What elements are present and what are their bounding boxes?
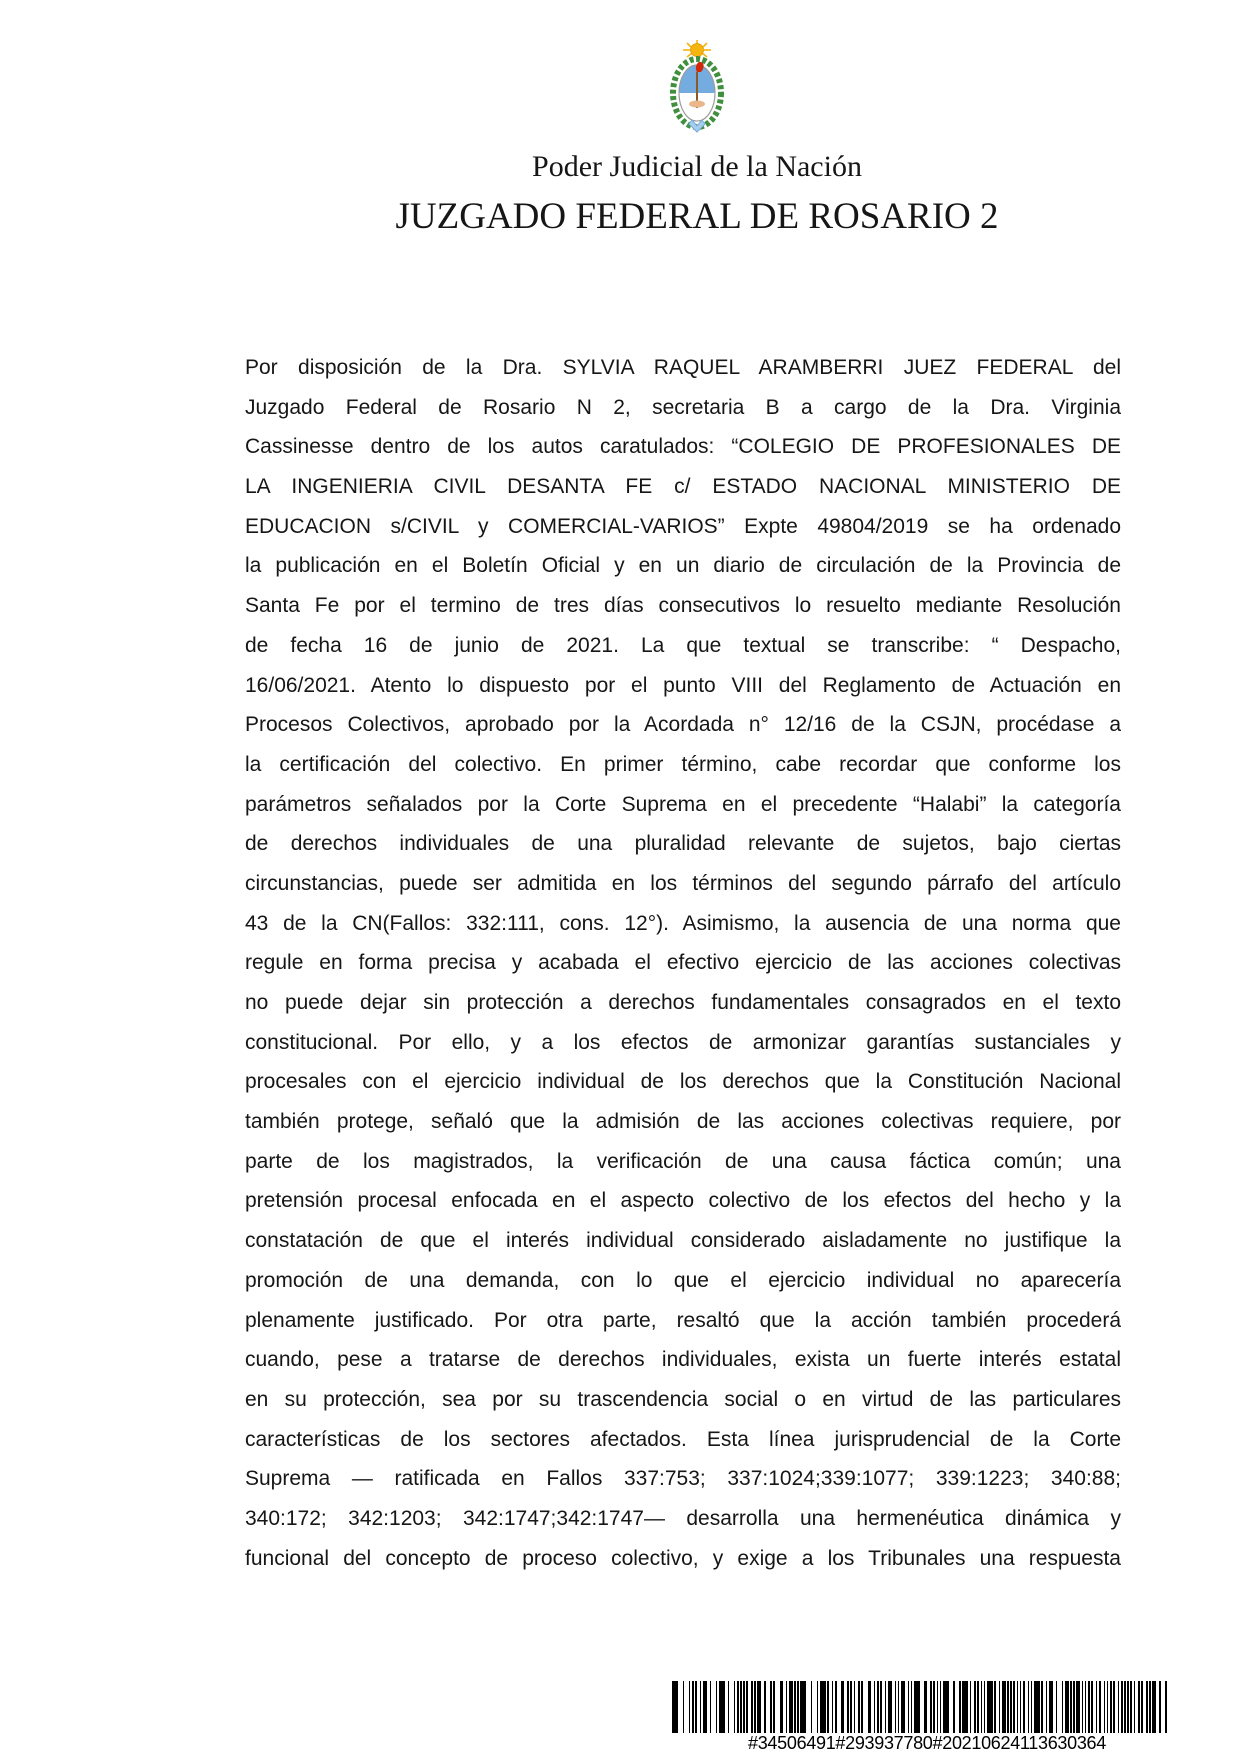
text-line: parámetros señalados por la Corte Suprema en el precedente “Halabi” la categoría	[245, 792, 1121, 816]
text-line: la certificación del colectivo. En primer término, cabe recordar que conforme los	[245, 752, 1121, 776]
text-line: Cassinesse dentro de los autos caratulados: “COLEGIO DE PROFESIONALES DE	[245, 435, 1121, 459]
text-line: Santa Fe por el termino de tres días consecutivos lo resuelto mediante Resolución	[245, 594, 1121, 618]
text-line: la publicación en el Boletín Oficial y en un diario de circulación de la Provincia de	[245, 554, 1121, 578]
text-line: en su protección, sea por su trascendencia social o en virtud de las particulares	[245, 1387, 1121, 1411]
text-line: de fecha 16 de junio de 2021. La que textual se transcribe: “ Despacho,	[245, 633, 1121, 657]
text-line: procesales con el ejercicio individual de los derechos que la Constitución Nacional	[245, 1070, 1121, 1094]
text-line: constitucional. Por ello, y a los efectos de armonizar garantías sustanciales y	[245, 1030, 1121, 1054]
text-line: también protege, señaló que la admisión de las acciones colectivas requiere, por	[245, 1110, 1121, 1134]
text-line: Procesos Colectivos, aprobado por la Acordada n° 12/16 de la CSJN, procédase a	[245, 713, 1121, 737]
text-line: promoción de una demanda, con lo que el ejercicio individual no aparecería	[245, 1268, 1121, 1292]
court-title: JUZGADO FEDERAL DE ROSARIO 2	[395, 196, 999, 237]
text-line: parte de los magistrados, la verificación de una causa fáctica común; una	[245, 1149, 1121, 1173]
text-line: cuando, pese a tratarse de derechos individuales, exista un fuerte interés estatal	[245, 1348, 1121, 1372]
text-line: LA INGENIERIA CIVIL DESANTA FE c/ ESTADO NACIONAL MINISTERIO DE	[245, 475, 1121, 499]
argentina-coat-of-arms-icon	[666, 40, 728, 134]
text-line: 16/06/2021. Atento lo dispuesto por el punto VIII del Reglamento de Actuación en	[245, 673, 1121, 697]
text-line: características de los sectores afectados. Esta línea jurisprudencial de la Corte	[245, 1427, 1121, 1451]
text-line: constatación de que el interés individual considerado aisladamente no justifique la	[245, 1229, 1121, 1253]
text-line: Suprema — ratificada en Fallos 337:753; 337:1024;339:1077; 339:1223; 340:88;	[245, 1467, 1121, 1491]
text-line: circunstancias, puede ser admitida en los términos del segundo párrafo del artículo	[245, 871, 1121, 895]
text-line: pretensión procesal enfocada en el aspecto colectivo de los efectos del hecho y la	[245, 1189, 1121, 1213]
barcode-text: #34506491#293937780#20210624113630364	[748, 1733, 1106, 1753]
text-line: 340:172; 342:1203; 342:1747;342:1747— desarrolla una hermenéutica dinámica y	[245, 1506, 1121, 1530]
text-line: Por disposición de la Dra. SYLVIA RAQUEL ARAMBERRI JUEZ FEDERAL del	[245, 356, 1121, 379]
institution-title: Poder Judicial de la Nación	[532, 150, 862, 183]
document-body	[245, 348, 1121, 1578]
text-line: regule en forma precisa y acabada el efectivo ejercicio de las acciones colectivas	[245, 951, 1121, 975]
text-line: plenamente justificado. Por otra parte, resaltó que la acción también procederá	[245, 1308, 1121, 1332]
text-line: de derechos individuales de una pluralidad relevante de sujetos, bajo ciertas	[245, 832, 1121, 856]
text-line: funcional del concepto de proceso colectivo, y exige a los Tribunales una respuesta	[245, 1546, 1121, 1570]
text-line: 43 de la CN(Fallos: 332:111, cons. 12°). Asimismo, la ausencia de una norma que	[245, 911, 1121, 935]
text-line: EDUCACION s/CIVIL y COMERCIAL-VARIOS” Expte 49804/2019 se ha ordenado	[245, 514, 1121, 538]
barcode-icon	[672, 1681, 1235, 1733]
text-line: no puede dejar sin protección a derechos fundamentales consagrados en el texto	[245, 991, 1121, 1014]
document-header	[77, 0, 1240, 237]
text-line: Juzgado Federal de Rosario N 2, secretaria B a cargo de la Dra. Virginia	[245, 395, 1121, 419]
